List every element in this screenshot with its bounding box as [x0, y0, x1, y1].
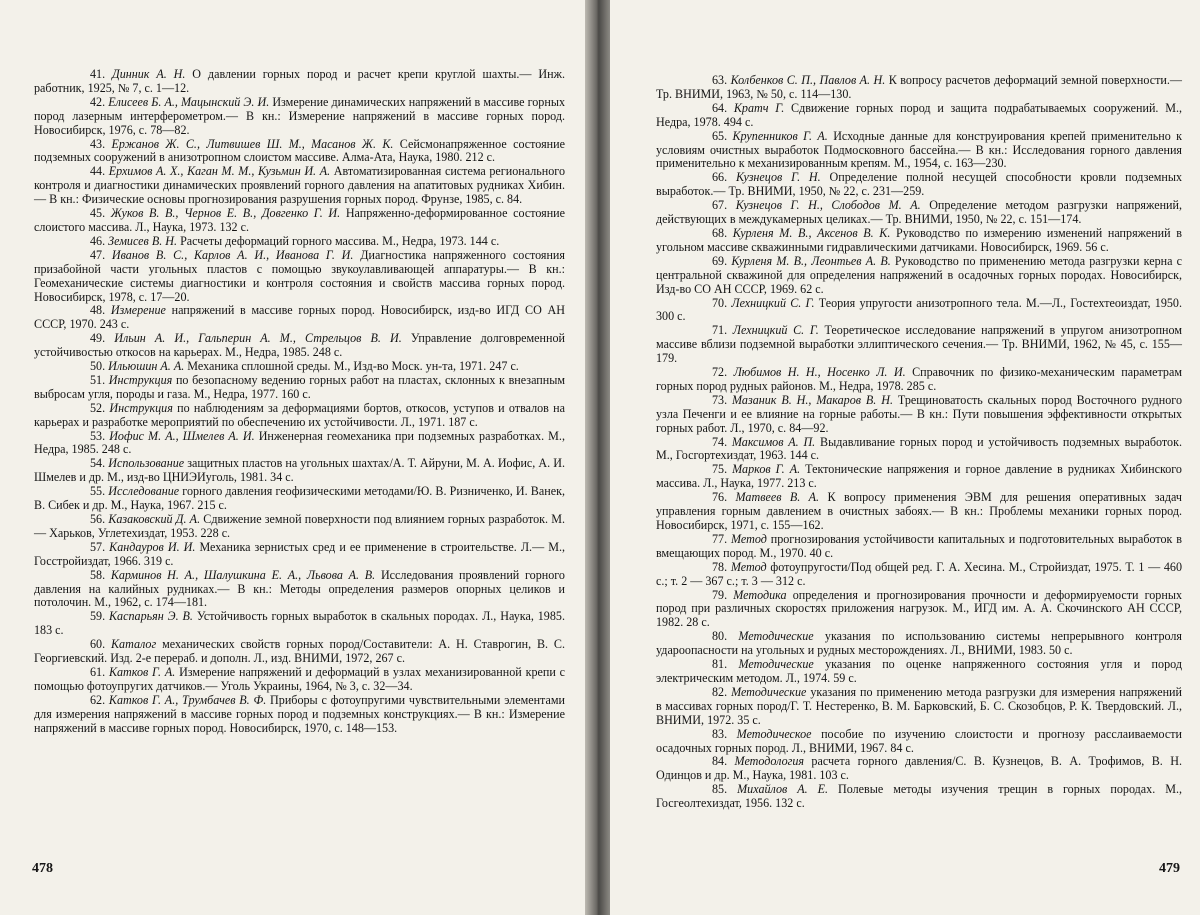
reference-entry	[656, 561, 1182, 589]
reference-author: Любимов Н. Н., Носенко Л. И.	[733, 365, 906, 380]
reference-entry	[34, 694, 565, 736]
reference-number: 47.	[90, 247, 106, 262]
reference-text: О давлении горных пород и расчет крепи круглой шахты.— Инж. работник, 1925, № 7, с. 1—12.	[34, 67, 565, 95]
book-gutter	[585, 0, 610, 915]
reference-author: Ильин А. И., Гальперин А. М., Стрельцов В. И.	[114, 331, 402, 346]
reference-entry	[656, 74, 1182, 102]
reference-entry	[656, 491, 1182, 533]
reference-text: указания по использованию системы непрерывного контроля удароопасности на угольных и рудных месторождениях. Л., ВНИМИ, 1983. 50 с.	[656, 629, 1182, 658]
reference-number: 44.	[90, 164, 106, 179]
reference-entry	[656, 658, 1182, 686]
reference-number: 72.	[712, 365, 728, 380]
reference-text: Полевые методы изучения трещин в горных породах. М., Госгеолтехиздат, 1956. 132 с.	[656, 782, 1183, 811]
reference-number: 46.	[90, 233, 106, 248]
reference-text: Руководство по измерению изменений напряжений в угольном массиве скважинными гидравлическими датчиками. Новосибирск, 1969. 56 с.	[656, 225, 1182, 254]
reference-author: Иофис М. А., Шмелев А. И.	[109, 428, 255, 443]
reference-number: 74.	[712, 434, 728, 449]
reference-author: Инструкция	[109, 400, 173, 415]
reference-number: 43.	[90, 136, 106, 151]
reference-entry	[656, 297, 1182, 325]
reference-entry	[656, 783, 1182, 811]
reference-number: 77.	[712, 531, 728, 546]
reference-number: 67.	[712, 198, 728, 213]
reference-number: 78.	[712, 559, 728, 574]
reference-text: указания по применению метода разгрузки для измерения напряжений в массивах горных пород/Г. Т. Нестеренко, В. М. Барковский, Б. С. Скозобцов, Р. К. Твердовский. Л., ВНИМИ, 1972. 35 с.	[656, 684, 1182, 727]
reference-author: Ержанов Ж. С., Литвишев Ш. М., Масанов Ж. К.	[111, 136, 394, 151]
reference-text: Теоретическое исследование напряжений в упругом анизотропном массиве вблизи подземной выработки эллиптического сечения.— Тр. ВНИМИ, 1962, № 45, с. 155—179.	[656, 323, 1182, 366]
reference-number: 76.	[712, 490, 728, 505]
reference-text: Механика сплошной среды. М., Изд-во Моск. ун-та, 1971. 247 с.	[187, 359, 519, 374]
reference-author: Жуков В. В., Чернов Е. В., Довгенко Г. И.	[110, 206, 341, 221]
reference-number: 64.	[712, 100, 728, 115]
reference-entry	[656, 589, 1182, 631]
reference-entry	[34, 457, 565, 485]
reference-entry	[34, 569, 565, 611]
reference-author: Использование	[108, 456, 185, 471]
reference-entry	[34, 304, 565, 332]
reference-number: 55.	[90, 484, 106, 499]
reference-entry	[34, 332, 565, 360]
reference-number: 79.	[712, 587, 728, 602]
page-number-right: 479	[1159, 861, 1180, 876]
reference-entry	[34, 138, 565, 166]
reference-text: Сдвижение земной поверхности под влиянием горных разработок. М.— Харьков, Углетехиздат, 1953. 228 с.	[34, 512, 565, 540]
reference-entry	[34, 610, 565, 638]
reference-entry	[34, 541, 565, 569]
reference-entry	[656, 255, 1182, 297]
reference-entry	[656, 324, 1182, 366]
reference-number: 45.	[90, 206, 106, 221]
reference-author: Методические	[731, 684, 807, 699]
reference-author: Кузнецов Г. Н., Слободов М. А.	[735, 198, 921, 213]
reference-text: Устойчивость горных выработок в скальных породах. Л., Наука, 1985. 183 с.	[34, 609, 565, 638]
reference-text: по наблюдениям за деформациями бортов, откосов, уступов и отвалов на карьерах и разработке мероприятий по обеспечению их устойчивости. Л., 1971. 187 с.	[34, 400, 565, 429]
reference-text: Выдавливание горных пород и устойчивость подземных выработок. М., Госгортехиздат, 1963. 144 с.	[656, 434, 1182, 463]
reference-number: 41.	[90, 67, 106, 81]
reference-entry	[34, 402, 565, 430]
reference-entry	[656, 728, 1182, 756]
page-number-left: 478	[32, 861, 53, 876]
reference-author: Курленя М. В., Леонтьев А. В.	[731, 253, 891, 268]
reference-text: Сдвижение горных пород и защита подрабатываемых сооружений. М., Недра, 1978. 494 с.	[656, 100, 1182, 129]
reference-number: 60.	[90, 637, 106, 652]
reference-text: указания по оценке напряженного состояния угля и пород электрическим методом. Л., 1974. 59 с.	[656, 657, 1182, 685]
reference-entry	[656, 227, 1182, 255]
reference-number: 57.	[90, 539, 106, 554]
reference-author: Михайлов А. Е.	[737, 782, 829, 797]
reference-text: Сейсмонапряженное состояние подземных сооружений в анизотропном слоистом массиве. Алма-Ата, Наука, 1980. 212 с.	[34, 136, 565, 165]
reference-entry	[656, 366, 1182, 394]
reference-author: Марков Г. А.	[732, 462, 801, 477]
reference-text: фотоупругости/Под общей ред. Г. А. Хесина. М., Стройиздат, 1975. Т. 1 — 460 с.; т. 2 — 367 с.; т. 3 — 312 с.	[656, 559, 1182, 588]
right-page	[610, 0, 1200, 915]
reference-text: определения и прогнозирования прочности и деформируемости горных пород при различных скоростях приложения нагрузок. М., ИГД им. А. А. Скочинского АН СССР, 1982. 28 с.	[656, 587, 1182, 630]
reference-text: Определение методом разгрузки напряжений, действующих в междукамерных целиках.— Тр. ВНИМИ, 1950, № 22, с. 151—174.	[656, 198, 1183, 227]
reference-author: Каталог	[111, 637, 157, 652]
reference-author: Метод	[731, 531, 767, 546]
reference-entry	[34, 513, 565, 541]
reference-text: Измерение динамических напряжений в массиве горных пород лазерным интерферометром.— В кн.: Измерение напряжений в массиве горных пород. Новосибирск, 1976, с. 78—82.	[34, 94, 566, 137]
reference-entry	[656, 102, 1182, 130]
reference-author: Динник А. Н.	[112, 67, 186, 81]
reference-author: Курленя М. В., Аксенов В. К.	[732, 225, 891, 240]
reference-author: Методическое	[736, 726, 812, 741]
reference-entry	[34, 235, 565, 249]
reference-author: Матвеев В. А.	[735, 490, 820, 505]
reference-list-right	[656, 74, 1182, 811]
reference-entry	[34, 430, 565, 458]
reference-number: 58.	[90, 567, 106, 582]
reference-author: Елисеев Б. А., Мацынский Э. И.	[108, 94, 270, 109]
reference-number: 54.	[90, 456, 106, 471]
reference-text: Диагностика напряженного состояния призабойной части угольных пластов с помощью звукоулавливающей аппаратуры.— В кн.: Геомеханические системы диагностики и контроля состояния и свойств массива горных пород. Новосибирск, 1978, с. 17—20.	[34, 247, 565, 304]
reference-number: 75.	[712, 462, 728, 477]
reference-number: 42.	[90, 94, 106, 109]
reference-number: 84.	[712, 754, 728, 769]
reference-author: Мазаник В. Н., Макаров В. Н.	[732, 392, 893, 407]
reference-author: Метод	[730, 559, 767, 574]
reference-text: по безопасному ведению горных работ на пластах, склонных к внезапным выбросам угля, породы и газа. М., Недра, 1977. 160 с.	[34, 372, 566, 401]
reference-entry	[656, 394, 1182, 436]
reference-number: 49.	[90, 331, 106, 346]
reference-number: 80.	[712, 629, 728, 644]
reference-entry	[656, 686, 1182, 728]
reference-number: 59.	[90, 609, 106, 624]
reference-number: 53.	[90, 428, 106, 443]
reference-entry	[656, 436, 1182, 464]
reference-text: Исследования проявлений горного давления на калийных рудниках.— В кн.: Методы определения размеров опорных целиков и потолочин. М., 1962, с. 174—181.	[34, 567, 565, 610]
reference-text: Инженерная геомеханика при подземных разработках. М., Недра, 1985. 248 с.	[34, 428, 565, 457]
reference-author: Крупенников Г. А.	[732, 128, 828, 143]
reference-text: пособие по изучению слоистости и прогнозу расслаиваемости осадочных горных пород. Л., ВНИМИ, 1967. 84 с.	[656, 726, 1182, 755]
reference-text: Приборы с фотоупругими чувствительными элементами для измерения напряжений в массиве горных пород и подземных конструкциях.— В кн.: Измерение напряжений в массиве горных пород. Новосибирск, 1970, с. 148—153.	[34, 692, 565, 735]
reference-number: 61.	[90, 664, 106, 679]
reference-number: 56.	[90, 512, 106, 526]
reference-author: Кратч Г.	[733, 100, 785, 115]
reference-text: Управление долговременной устойчивостью откосов на карьерах. М., Недра, 1985. 248 с.	[34, 331, 565, 360]
reference-text: прогнозирования устойчивости капитальных и подготовительных выработок в вмещающих пород. М., 1970. 40 с.	[656, 531, 1182, 560]
reference-author: Земисев В. Н.	[108, 233, 178, 248]
reference-author: Каспарьян Э. В.	[109, 609, 193, 624]
reference-author: Методология	[734, 754, 804, 769]
reference-entry	[34, 96, 565, 138]
reference-author: Кандауров И. И.	[109, 539, 196, 554]
reference-author: Карминов Н. А., Шалушкина Е. А., Львова А. В.	[110, 567, 376, 582]
reference-entry	[656, 533, 1182, 561]
reference-entry	[34, 249, 565, 305]
reference-author: Ерхимов А. Х., Каган М. М., Кузьмин И. А.	[108, 164, 331, 179]
reference-entry	[34, 638, 565, 666]
reference-entry	[656, 463, 1182, 491]
left-page	[0, 0, 585, 915]
reference-number: 73.	[712, 392, 728, 407]
reference-author: Кузнецов Г. Н.	[735, 170, 821, 185]
reference-author: Методические	[738, 657, 814, 672]
reference-number: 65.	[712, 128, 728, 143]
reference-text: Теория упругости анизотропного тела. М.—Л., Гостехтеоиздат, 1950. 300 с.	[656, 295, 1182, 324]
reference-author: Колбенков С. П., Павлов А. Н.	[730, 73, 886, 87]
reference-entry	[34, 485, 565, 513]
reference-number: 51.	[90, 372, 106, 387]
reference-text: Руководство по применению метода разгрузки керна с центральной скважиной для определения напряжений в осадочных горных породах. Новосибирск, Изд-во СО АН СССР, 1969. 62 с.	[656, 253, 1183, 296]
reference-list-left	[34, 68, 565, 736]
reference-text: Механика зернистых сред и ее применение в строительстве. Л.— М., Госстройиздат, 1966. 319 с.	[34, 539, 565, 568]
reference-author: Казаковский Д. А.	[108, 512, 201, 526]
reference-text: Трещиноватость скальных пород Восточного рудного узла Печенги и ее влияние на горные работы.— В кн.: Пути повышения эффективности открытых горных работ. Л., 1970, с. 84—92.	[656, 392, 1183, 435]
reference-number: 50.	[90, 359, 106, 374]
reference-entry	[656, 171, 1182, 199]
reference-author: Лехницкий С. Г.	[732, 323, 819, 338]
reference-text: Измерение напряжений и деформаций в узлах механизированной крепи с помощью фотоупругих датчиков.— Уголь Украины, 1964, № 3, с. 32—34.	[34, 664, 565, 693]
reference-number: 68.	[712, 225, 728, 240]
reference-text: Тектонические напряжения и горное давление в рудниках Хибинского массива. Л., Наука, 1977. 213 с.	[656, 462, 1182, 491]
reference-text: Определение полной несущей способности кровли подземных выработок.— Тр. ВНИМИ, 1950, № 22, с. 231—259.	[656, 170, 1183, 199]
reference-author: Катков Г. А.	[108, 664, 176, 679]
reference-number: 62.	[90, 692, 106, 707]
reference-number: 48.	[90, 303, 106, 318]
reference-text: Расчеты деформаций горного массива. М., Недра, 1973. 144 с.	[180, 233, 500, 248]
reference-number: 66.	[712, 170, 728, 185]
reference-entry	[656, 130, 1182, 172]
reference-entry	[34, 666, 565, 694]
reference-number: 52.	[90, 400, 106, 415]
reference-text: Справочник по физико-механическим параметрам горных пород рудных районов. М., Недра, 1978. 285 с.	[656, 365, 1182, 393]
reference-text: Исходные данные для конструирования крепей применительно к условиям очистных выработок Подмосковного бассейна.— В кн.: Исследования горного давления применительно к механизированным крепям. М., 1954, с. 163—230.	[656, 128, 1182, 171]
reference-text: К вопросу применения ЭВМ для решения оперативных задач управления горным давлением в очистных забоях.— В кн.: Проблемы механики горных пород. Новосибирск, 1971, с. 155—162.	[656, 490, 1183, 532]
reference-author: Инструкция	[108, 372, 173, 387]
reference-entry	[34, 165, 565, 207]
reference-number: 71.	[712, 323, 728, 338]
reference-entry	[34, 360, 565, 374]
reference-number: 83.	[712, 726, 728, 741]
reference-author: Иванов В. С., Карлов А. И., Иванова Г. И.	[111, 247, 354, 262]
reference-author: Ильюшин А. А.	[108, 359, 185, 374]
reference-text: горного давления геофизическими методами/Ю. В. Ризниченко, И. Ванек, В. Сибек и др. М., Наука, 1967. 215 с.	[34, 484, 565, 513]
reference-author: Катков Г. А., Трумбачев В. Ф.	[108, 692, 267, 707]
reference-text: расчета горного давления/С. В. Кузнецов, В. А. Трофимов, В. Н. Одинцов и др. М., Наука, 1981. 103 с.	[656, 754, 1182, 783]
reference-author: Измерение	[110, 303, 166, 318]
reference-number: 81.	[712, 657, 728, 672]
reference-entry	[34, 68, 565, 96]
reference-author: Исследование	[108, 484, 180, 499]
reference-text: напряжений в массиве горных пород. Новосибирск, изд-во ИГД СО АН СССР, 1970. 243 с.	[34, 303, 565, 332]
reference-author: Лехницкий С. Г.	[731, 295, 815, 310]
reference-entry	[34, 207, 565, 235]
reference-entry	[656, 199, 1182, 227]
reference-entry	[34, 374, 565, 402]
reference-number: 85.	[712, 782, 728, 797]
reference-text: К вопросу расчетов деформаций земной поверхности.— Тр. ВНИМИ, 1963, № 50, с. 114—130.	[656, 73, 1182, 101]
reference-number: 82.	[712, 684, 728, 699]
reference-author: Методика	[733, 587, 787, 602]
reference-text: защитных пластов на угольных шахтах/А. Т. Айруни, М. А. Иофис, А. И. Шмелев и др. М., изд-во ЦНИЭИуголь, 1981. 34 с.	[34, 456, 565, 485]
reference-number: 69.	[712, 253, 728, 268]
reference-author: Максимов А. П.	[731, 434, 816, 449]
reference-entry	[656, 630, 1182, 658]
reference-text: Напряженно-деформированное состояние слоистого массива. Л., Наука, 1973. 132 с.	[34, 206, 566, 234]
reference-number: 63.	[712, 73, 728, 87]
reference-author: Методические	[738, 629, 814, 644]
reference-number: 70.	[712, 295, 728, 310]
reference-entry	[656, 755, 1182, 783]
reference-text: механических свойств горных пород/Составители: А. Н. Ставрогин, В. С. Георгиевский. Изд. 2-е перераб. и дополн. Л., изд. ВНИМИ, 1972, 267 с.	[34, 637, 566, 666]
reference-text: Автоматизированная система регионального контроля и диагностики динамических проявлений горного давления на апатитовых рудниках Хибин.— В кн.: Физические основы прогнозирования разрушения горных пород. Фрунзе, 1985, с. 84.	[34, 164, 565, 207]
